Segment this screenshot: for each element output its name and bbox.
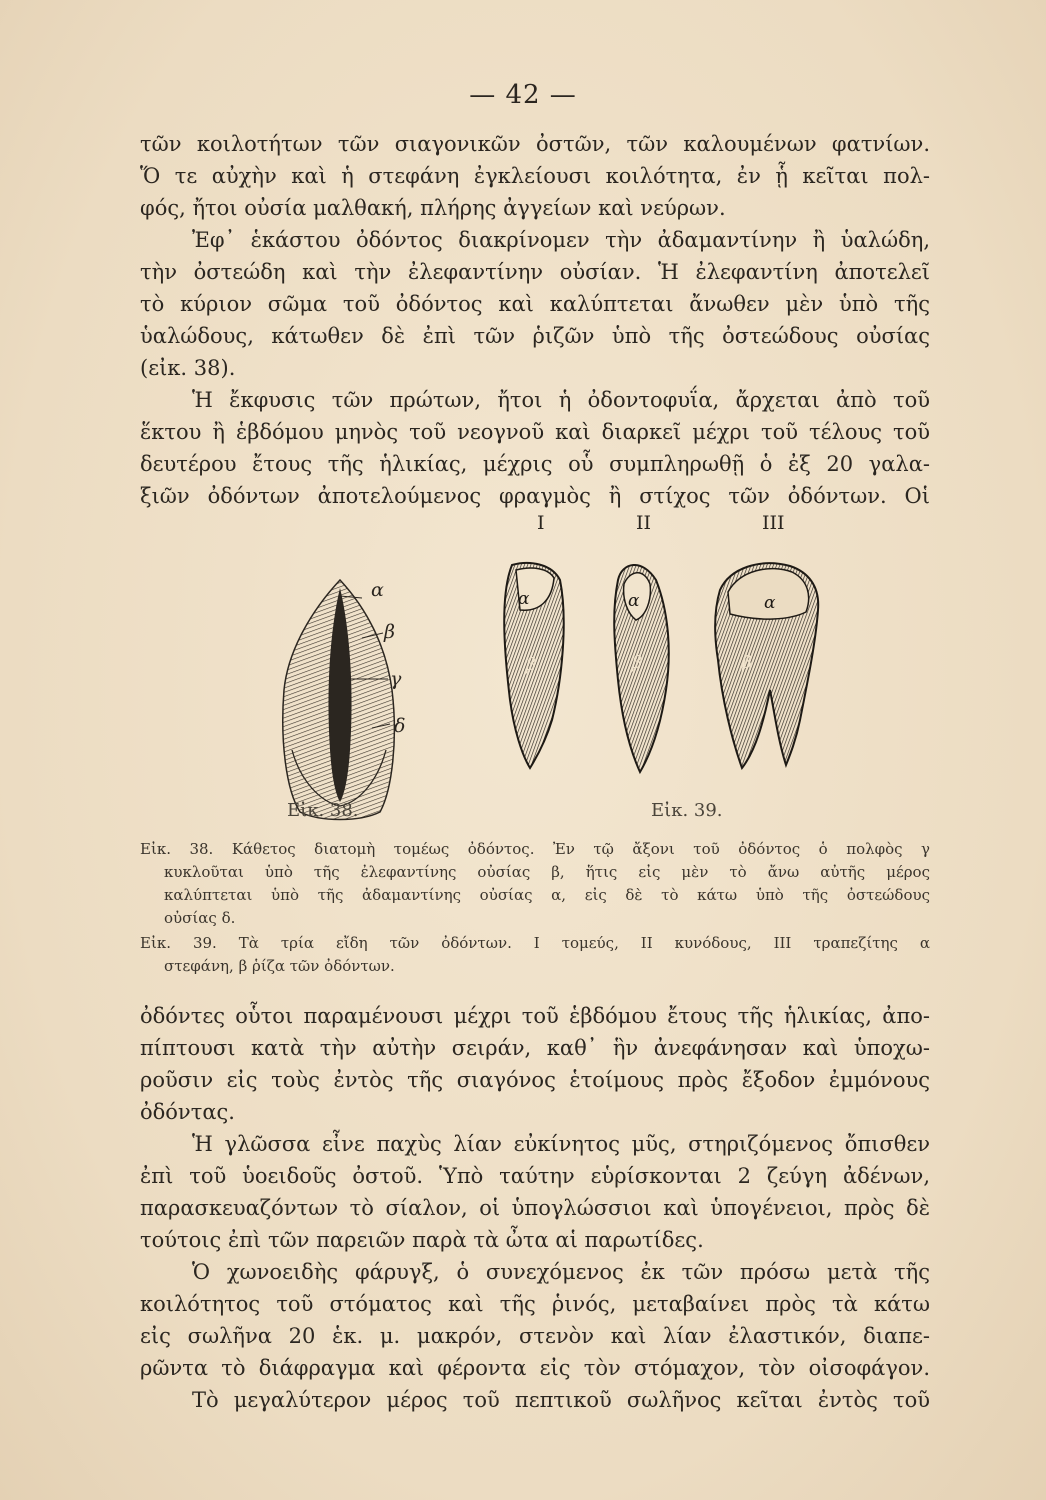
text-line: τῶν κοιλοτήτων τῶν σιαγονικῶν ὀστῶν, τῶν καλουμένων φατνίων.	[140, 132, 930, 156]
text-line: (εἰκ. 38).	[140, 356, 236, 380]
text-line: Ὅ τε αὐχὴν καὶ ἡ στεφάνη ἐγκλείουσι κοιλότητα, ἐν ᾗ κεῖται πολ-	[140, 164, 930, 188]
text-line: ροῦσιν εἰς τοὺς ἐντὸς τῆς σιαγόνος ἑτοίμους πρὸς ἔξοδον ἐμμόνους	[140, 1068, 930, 1092]
molar-tooth	[715, 563, 818, 768]
canine-tooth	[614, 565, 669, 772]
caption-line: καλύπτεται ὑπὸ τῆς ἀδαμαντίνης οὐσίας α, εἰς δὲ τὸ κάτω ὑπὸ τῆς ὀστεώδους	[164, 886, 930, 904]
text-line: ἐπὶ τοῦ ὑοειδοῦς ὀστοῦ. Ὑπὸ ταύτην εὑρίσκονται 2 ζεύγη ἀδένων,	[140, 1164, 930, 1188]
page-number: — 42 —	[469, 80, 577, 110]
text-line: ὀδόντας.	[140, 1100, 235, 1124]
tooth3-letter-a: α	[764, 593, 776, 613]
tooth-figures	[0, 540, 1046, 840]
incisor-tooth	[504, 563, 563, 768]
caption-line: Εἰκ. 38. Κάθετος διατομὴ τομέως ὀδόντος. Ἐν τῷ ἄξονι τοῦ ὀδόντος ὁ πολφὸς γ	[140, 840, 930, 858]
fig38-label: Εἰκ. 38.	[287, 800, 359, 821]
tooth2-letter-b: β	[632, 653, 642, 673]
text-line: ὑαλώδους, κάτωθεν δὲ ἐπὶ τῶν ῥιζῶν ὑπὸ τῆς ὀστεώδους οὐσίας	[140, 324, 930, 348]
tooth3-letter-b: β	[742, 653, 752, 673]
text-top	[140, 128, 930, 512]
text-line: πίπτουσι κατὰ τὴν αὐτὴν σειράν, καθ᾽ ἣν ἀνεφάνησαν καὶ ὑποχω-	[140, 1036, 930, 1060]
text-bottom	[140, 1000, 930, 1416]
fig38-letter-d: δ	[394, 715, 406, 737]
caption-line: στεφάνη, β ῥίζα τῶν ὀδόντων.	[164, 957, 395, 975]
text-line: φός, ἤτοι οὐσία μαλθακή, πλήρης ἀγγείων καὶ νεύρων.	[140, 196, 726, 220]
caption-line: κυκλοῦται ὑπὸ τῆς ἐλεφαντίνης οὐσίας β, ἥτις εἰς μὲν τὸ ἄνω αὐτῆς μέρος	[164, 863, 930, 881]
text-line: κοιλότητος τοῦ στόματος καὶ τῆς ῥινός, μεταβαίνει πρὸς τὰ κάτω	[140, 1292, 930, 1316]
text-line: Ἐφ᾽ ἑκάστου ὀδόντος διακρίνομεν τὴν ἀδαμαντίνην ἢ ὑαλώδη,	[192, 228, 930, 252]
text-line: ὀδόντες οὗτοι παραμένουσι μέχρι τοῦ ἑβδόμου ἔτους τῆς ἡλικίας, ἀπο-	[140, 1004, 930, 1028]
text-line: ρῶντα τὸ διάφραγμα καὶ φέροντα εἰς τὸν στόμαχον, τὸν οἰσοφάγον.	[140, 1356, 930, 1380]
text-line: Τὸ μεγαλύτερον μέρος τοῦ πεπτικοῦ σωλῆνος κεῖται ἐντὸς τοῦ	[192, 1388, 930, 1412]
label-II: II	[636, 512, 652, 534]
caption-line: οὐσίας δ.	[164, 909, 236, 927]
text-line: Ἡ γλῶσσα εἶνε παχὺς λίαν εὐκίνητος μῦς, στηριζόμενος ὄπισθεν	[192, 1132, 930, 1156]
text-line: Ἡ ἔκφυσις τῶν πρώτων, ἤτοι ἡ ὀδοντοφυΐα, ἄρχεται ἀπὸ τοῦ	[192, 388, 930, 412]
incisor-section-diagram	[283, 579, 406, 820]
fig38-letter-a: α	[371, 579, 384, 601]
text-line: τὴν ὀστεώδη καὶ τὴν ἐλεφαντίνην οὐσίαν. Ἡ ἐλεφαντίνη ἀποτελεῖ	[140, 260, 930, 284]
text-line: παρασκευαζόντων τὸ σίαλον, οἱ ὑπογλώσσιοι καὶ ὑπογένειοι, πρὸς δὲ	[140, 1196, 930, 1220]
text-line: εἰς σωλῆνα 20 ἑκ. μ. μακρόν, στενὸν καὶ λίαν ἐλαστικόν, διαπε-	[140, 1324, 930, 1348]
text-line: ξιῶν ὀδόντων ἀποτελούμενος φραγμὸς ἢ στίχος τῶν ὀδόντων. Οἱ	[140, 484, 930, 508]
text-line: δευτέρου ἔτους τῆς ἡλικίας, μέχρις οὗ συμπληρωθῇ ὁ ἐξ 20 γαλα-	[140, 452, 930, 476]
text-line: Ὁ χωνοειδὴς φάρυγξ, ὁ συνεχόμενος ἐκ τῶν πρόσω μετὰ τῆς	[192, 1260, 930, 1284]
text-line: ἕκτου ἢ ἑβδόμου μηνὸς τοῦ νεογνοῦ καὶ διαρκεῖ μέχρι τοῦ τέλους τοῦ	[140, 420, 930, 444]
captions	[140, 838, 930, 978]
fig38-letter-b: β	[384, 621, 395, 643]
fig39-label: Εἰκ. 39.	[651, 800, 723, 821]
caption-line: Εἰκ. 39. Τὰ τρία εἴδη τῶν ὀδόντων. I τομεύς, II κυνόδους, III τραπεζίτης α	[140, 934, 930, 952]
fig38-letter-g: γ	[390, 668, 402, 690]
tooth2-letter-a: α	[628, 591, 640, 611]
tooth1-letter-b: β	[526, 655, 536, 675]
label-III: III	[762, 512, 785, 534]
text-line: τὸ κύριον σῶμα τοῦ ὀδόντος καὶ καλύπτεται ἄνωθεν μὲν ὑπὸ τῆς	[140, 292, 930, 316]
label-I: I	[537, 512, 545, 534]
tooth1-letter-a: α	[518, 589, 530, 609]
text-line: τούτοις ἐπὶ τῶν παρειῶν παρὰ τὰ ὦτα αἱ παρωτίδες.	[140, 1228, 704, 1252]
